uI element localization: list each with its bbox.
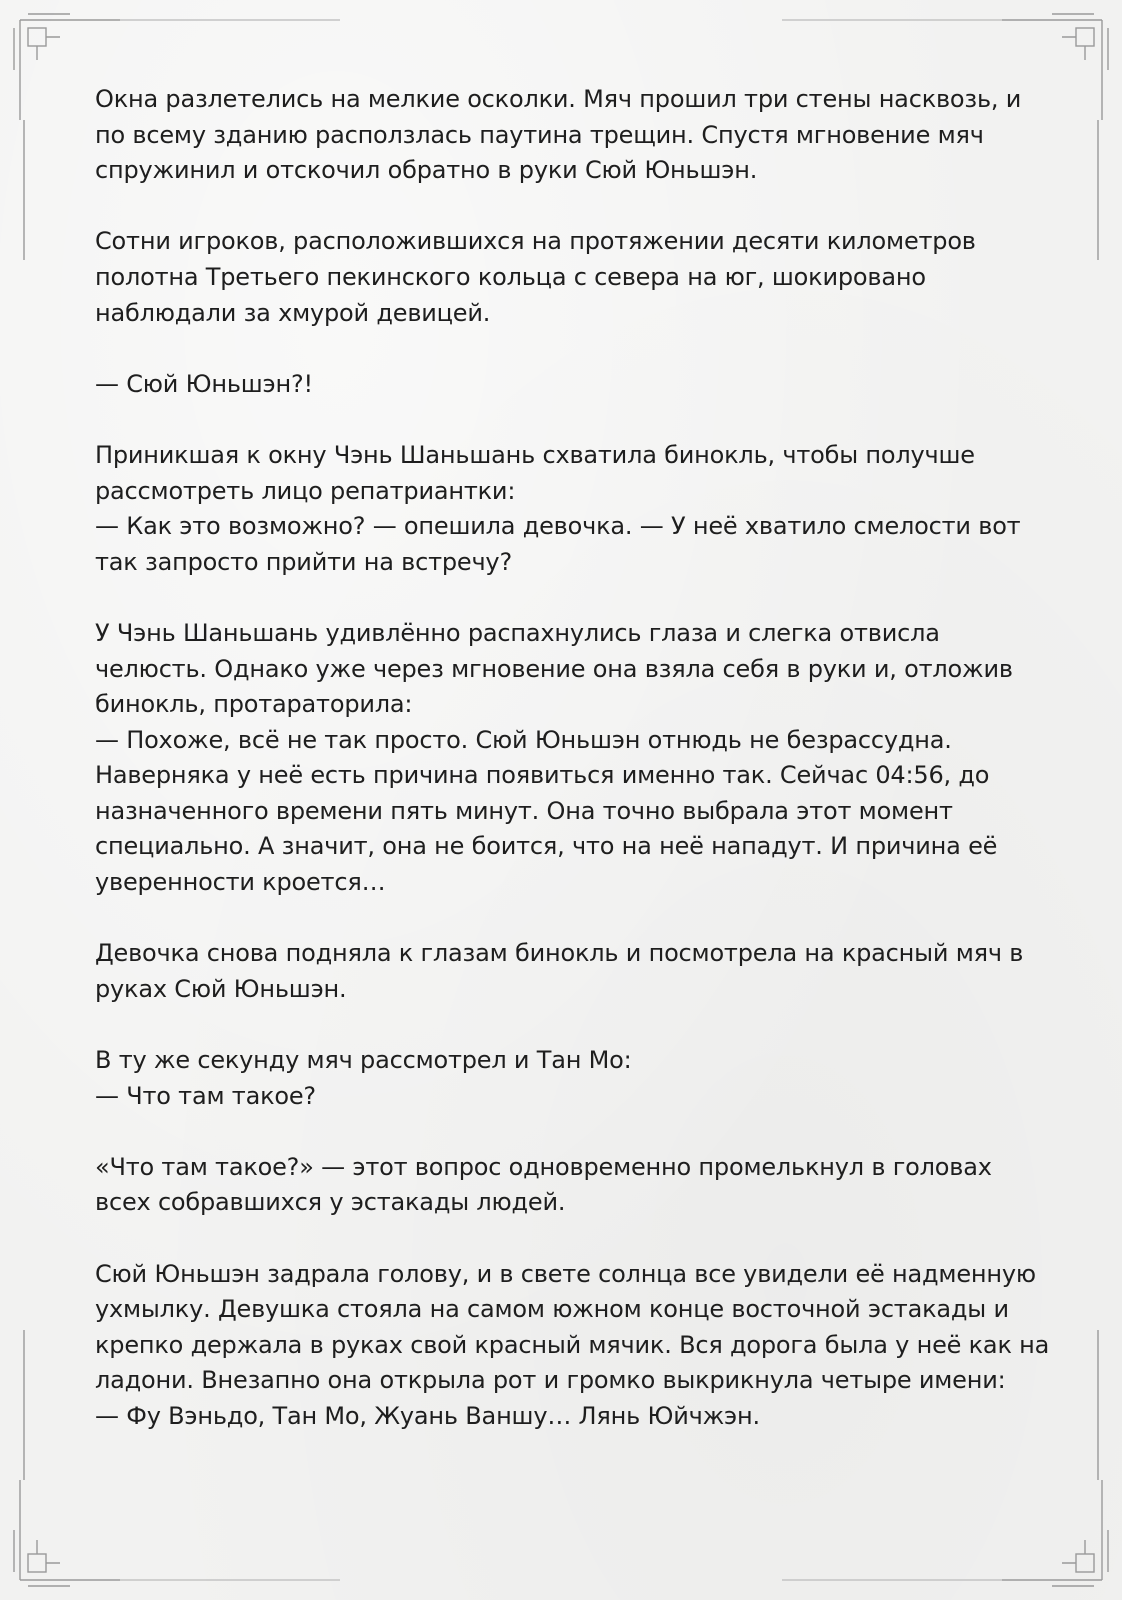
text-line: В ту же секунду мяч рассмотрел и Тан Мо: [95, 1046, 632, 1075]
paragraph [95, 936, 1035, 1007]
text-line: У Чэнь Шаньшань удивлённо распахнулись глаза и слегка отвисла [95, 618, 940, 647]
text-line: бинокль, протараторила: [95, 690, 413, 719]
text-line: Девочка снова подняла к глазам бинокль и посмотрела на красный мяч в [95, 939, 1024, 968]
text-line: Сюй Юньшэн задрала голову, и в свете солнца все увидели её надменную [95, 1259, 1036, 1288]
text-line: рассмотреть лицо репатриантки: [95, 476, 516, 505]
paragraph [95, 616, 1035, 901]
text-line: Окна разлетелись на мелкие осколки. Мяч прошил три стены насквозь, и [95, 85, 1022, 113]
text-line: спружинил и отскочил обратно в руки Сюй Юньшэн. [95, 156, 758, 185]
text-line: наблюдали за хмурой девицей. [95, 298, 491, 327]
text-line: крепко держала в руках свой красный мячик. Вся дорога была у неё как на [95, 1330, 1050, 1359]
paragraph [95, 438, 1035, 580]
paragraph [95, 1257, 1050, 1435]
paragraph [95, 1150, 1035, 1221]
text-line: по всему зданию расползлась паутина трещин. Спустя мгновение мяч [95, 120, 984, 149]
text-line: так запросто прийти на встречу? [95, 547, 512, 576]
text-line: — Сюй Юньшэн?! [95, 369, 313, 398]
paragraph [95, 367, 1035, 403]
text-line: ладони. Внезапно она открыла рот и громко выкрикнула четыре имени: [95, 1366, 1006, 1395]
text-line: — Фу Вэньдо, Тан Мо, Жуань Ваншу… Лянь Юйчжэн. [95, 1401, 760, 1430]
text-line: — Что там такое? [95, 1081, 316, 1110]
text-line: руках Сюй Юньшэн. [95, 974, 347, 1003]
paragraph [95, 224, 1035, 331]
text-line: Наверняка у неё есть причина появиться именно так. Сейчас 04:56, до [95, 761, 990, 790]
text-line: назначенного времени пять минут. Она точно выбрала этот момент [95, 796, 953, 825]
text-line: полотна Третьего пекинского кольца с севера на юг, шокировано [95, 262, 926, 291]
text-line: ухмылку. Девушка стояла на самом южном конце восточной эстакады и [95, 1295, 1009, 1324]
text-line: всех собравшихся у эстакады людей. [95, 1188, 566, 1217]
story-text [95, 82, 1050, 1470]
text-line: специально. А значит, она не боится, что на неё нападут. И причина её [95, 832, 998, 861]
text-line: Сотни игроков, расположившихся на протяжении десяти километров [95, 227, 976, 256]
text-line: Приникшая к окну Чэнь Шаньшань схватила бинокль, чтобы получше [95, 440, 975, 469]
text-line: — Как это возможно? — опешила девочка. — У неё хватило смелости вот [95, 512, 1021, 541]
paragraph [95, 82, 1035, 189]
text-line: уверенности кроется… [95, 868, 386, 897]
text-line: челюсть. Однако уже через мгновение она взяла себя в руки и, отложив [95, 654, 1013, 683]
text-line: — Похоже, всё не так просто. Сюй Юньшэн отнюдь не безрассудна. [95, 725, 952, 754]
paragraph [95, 1043, 1035, 1114]
text-line: «Что там такое?» — этот вопрос одновременно промелькнул в головах [95, 1152, 992, 1181]
